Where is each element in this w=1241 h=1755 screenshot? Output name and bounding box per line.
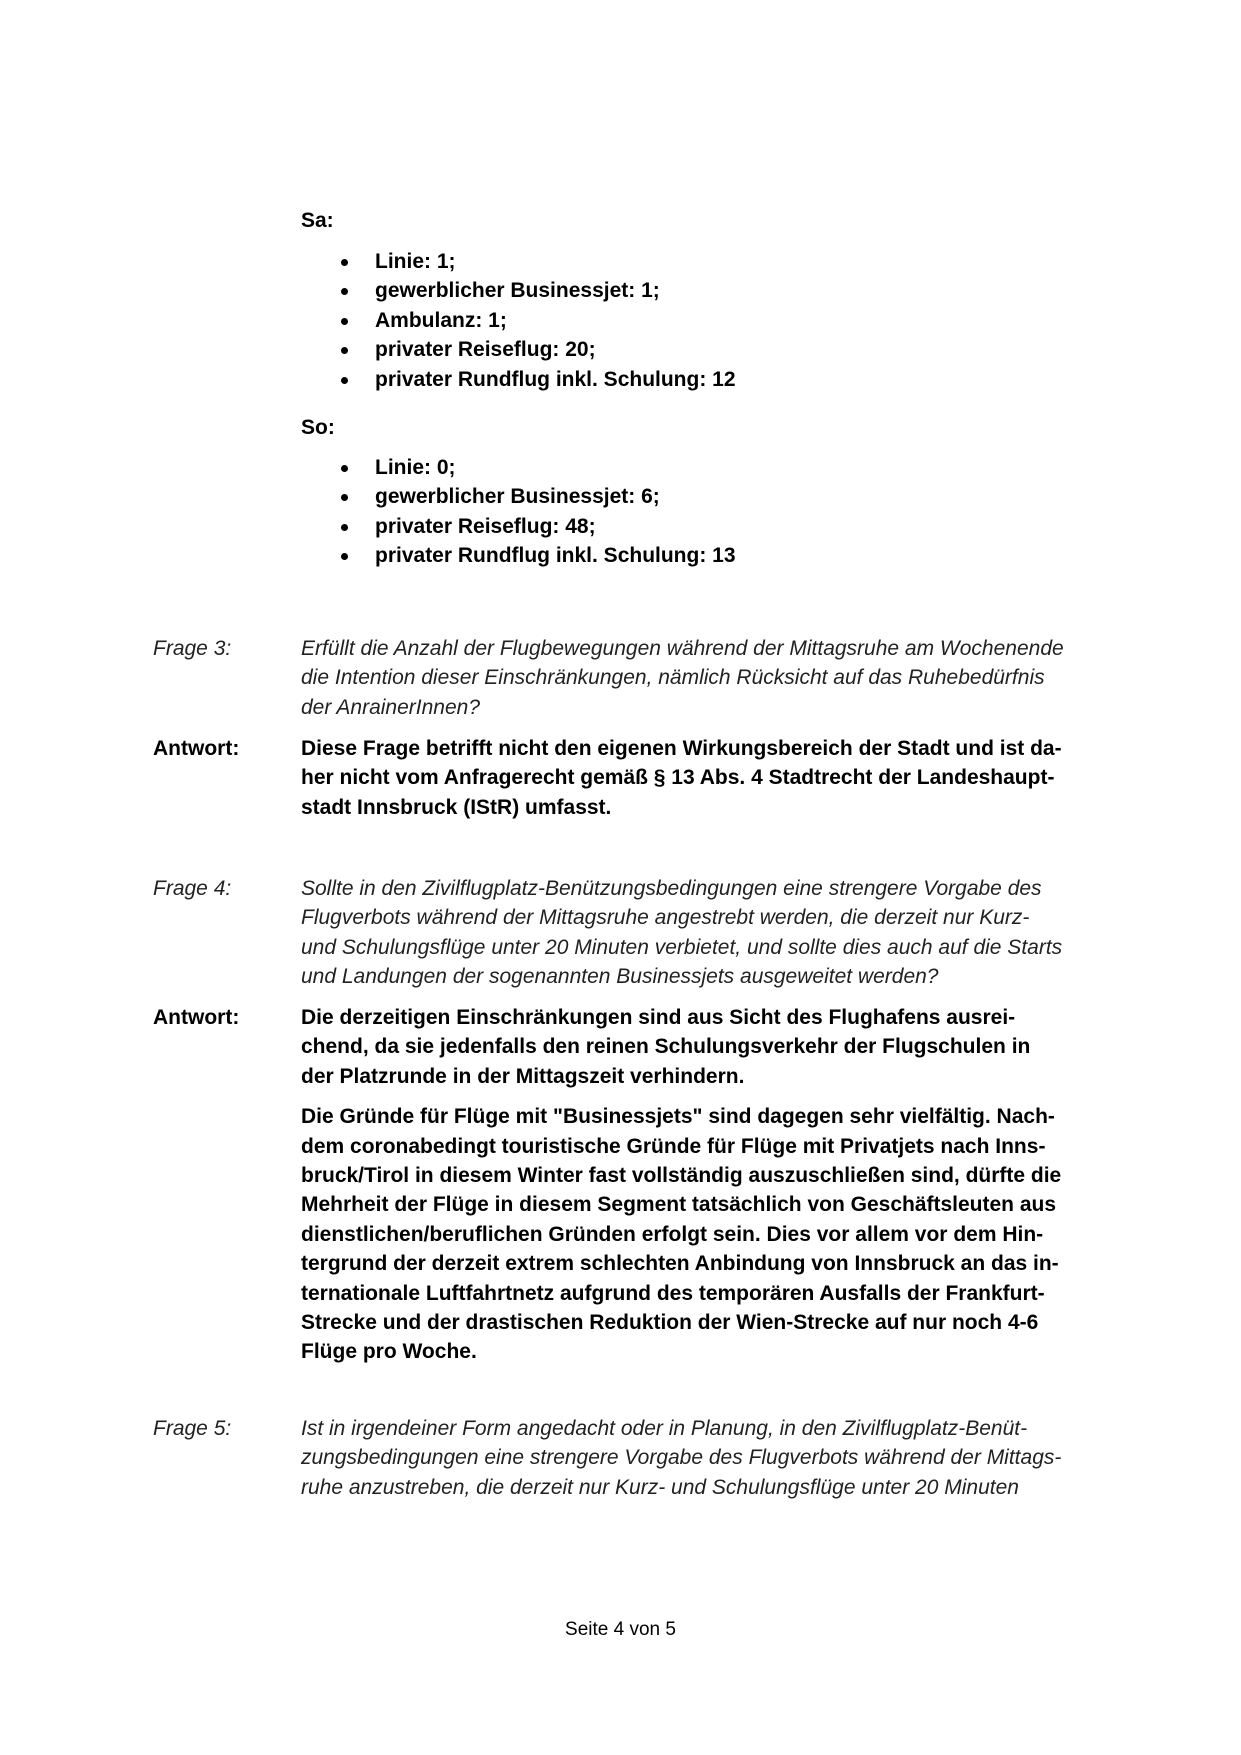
bullet-icon: [341, 494, 348, 501]
question-5-label: Frage 5:: [153, 1417, 232, 1440]
answer-3-text: Diese Frage betrifft nicht den eigenen Wirkungsbereich der Stadt und ist da- her nicht vom Anfragerecht gemäß § 13 Abs. 4 Stadtrecht der Landeshaupt- stadt Innsbruck (IStR) umfasst.: [301, 737, 1062, 819]
saturday-list: [301, 247, 736, 394]
list-item: privater Reiseflug: 20;: [301, 335, 736, 364]
question-5-text: Ist in irgendeiner Form angedacht oder in Planung, in den Zivilflugplatz-Benüt- zungsbedingungen eine strengere Vorgabe des Flugverbots während der Mittags- ruhe anzustreben, die derzeit nur Kurz- und Schulungsflüge unter 20 Minuten: [301, 1417, 1062, 1499]
question-3-label: Frage 3:: [153, 637, 232, 660]
answer-4-label: Antwort:: [153, 1006, 240, 1029]
list-item: Linie: 0;: [301, 453, 736, 482]
sunday-list: [301, 453, 736, 571]
question-4-text: Sollte in den Zivilflugplatz-Benützungsbedingungen eine strengere Vorgabe des Flugverbots während der Mittagsruhe angestrebt werden, die derzeit nur Kurz- und Schulungsflüge unter 20 Minuten verbietet, und sollte dies auch auf die Starts und Landungen der sogenannten Businessjets ausgeweitet werden?: [301, 877, 1063, 989]
list-item: privater Rundflug inkl. Schulung: 13: [301, 541, 736, 570]
bullet-icon: [341, 318, 348, 325]
bullet-icon: [341, 524, 348, 531]
bullet-icon: [341, 259, 348, 266]
bullet-icon: [341, 288, 348, 295]
list-item: Linie: 1;: [301, 247, 736, 276]
list-item: gewerblicher Businessjet: 1;: [301, 276, 736, 305]
question-4-label: Frage 4:: [153, 877, 232, 900]
bullet-icon: [341, 377, 348, 384]
answer-3-label: Antwort:: [153, 737, 240, 760]
page-number: Seite 4 von 5: [565, 1619, 676, 1640]
list-item: gewerblicher Businessjet: 6;: [301, 482, 736, 511]
question-3-text: Erfüllt die Anzahl der Flugbewegungen während der Mittagsruhe am Wochenende die Intention dieser Einschränkungen, nämlich Rücksicht auf das Ruhebedürfnis der AnrainerInnen?: [301, 637, 1064, 719]
bullet-icon: [341, 553, 348, 560]
bullet-icon: [341, 465, 348, 472]
saturday-label: Sa:: [301, 209, 334, 232]
bullet-icon: [341, 347, 348, 354]
list-item: privater Rundflug inkl. Schulung: 12: [301, 365, 736, 394]
list-item: Ambulanz: 1;: [301, 306, 736, 335]
list-item: privater Reiseflug: 48;: [301, 512, 736, 541]
sunday-label: So:: [301, 416, 335, 439]
answer-4-text: Die derzeitigen Einschränkungen sind aus Sicht des Flughafens ausrei- chend, da sie jedenfalls den reinen Schulungsverkehr der Flugschulen in der Platzrunde in der Mittagszeit verhindern. Die Gründe für Flüge mit "Businessjets" sind dagegen sehr vielfältig. Nach- dem coronabedingt touristische Gründe für Flüge mit Privatjets nach Inns- bruck/Tirol in diesem Winter fast vollständig auszuschließen sind, dürfte die Mehrheit der Flüge in diesem Segment tatsächlich von Geschäftsleuten aus dienstlichen/beruflichen Gründen erfolgt sein. Dies vor allem vor dem Hin- tergrund der derzeit extrem schlechten Anbindung von Innsbruck an das in- ternationale Luftfahrtnetz aufgrund des temporären Ausfalls der Frankfurt- Strecke und der drastischen Reduktion der Wien-Strecke auf nur noch 4-6 Flüge pro Woche.: [301, 1006, 1062, 1364]
